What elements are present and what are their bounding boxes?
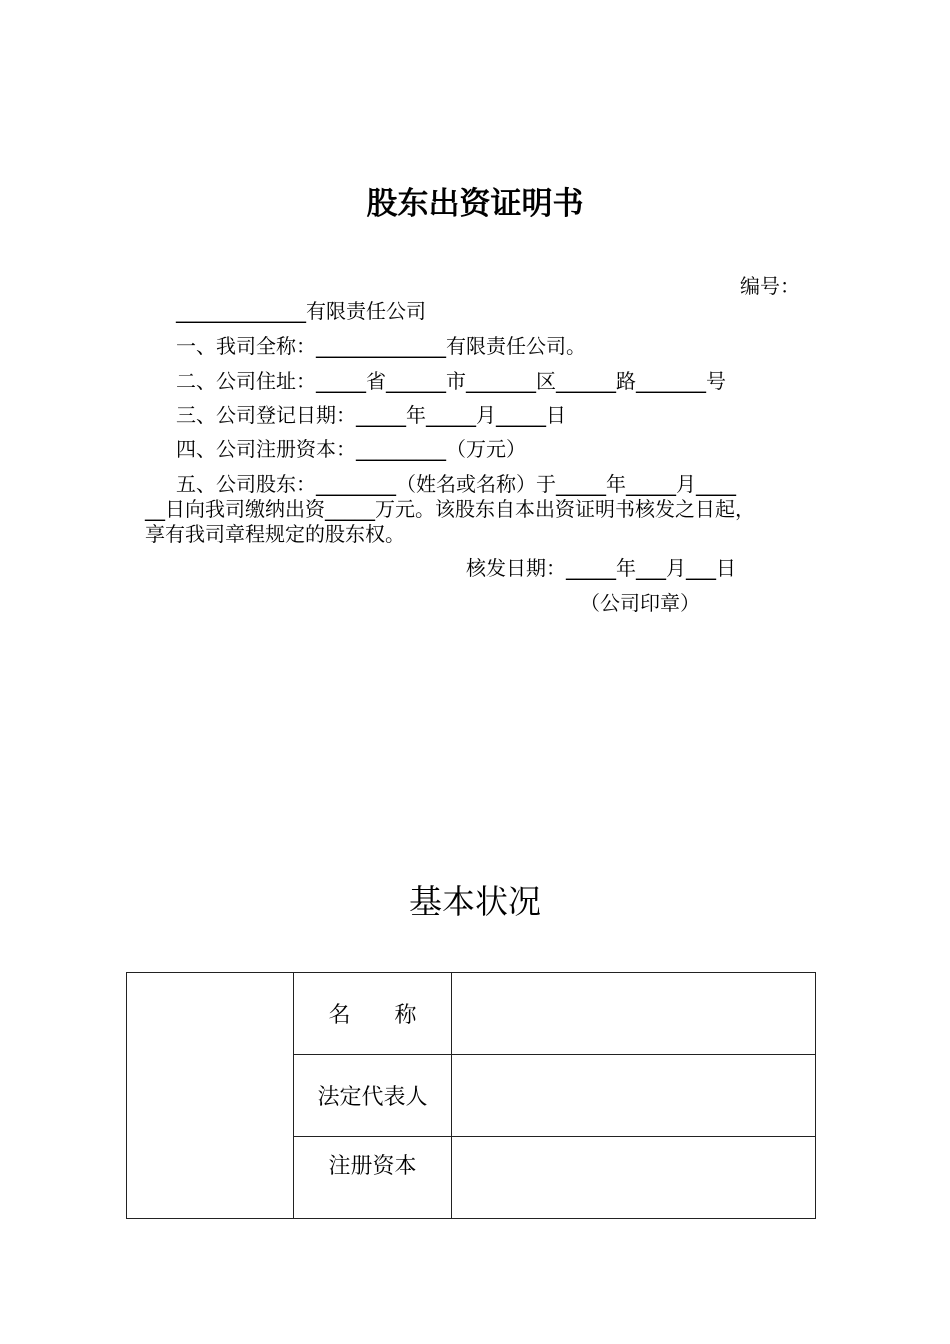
registered-capital-value [452,1137,816,1219]
basic-status-table [126,972,816,1219]
number-label: 编号： [740,274,800,298]
legal-rep-value [452,1055,816,1137]
company-name-line: _____________有限责任公司 [176,299,426,323]
name-label: 名 称 [294,973,452,1055]
left-blank-cell [127,973,294,1219]
item-registered-capital: 四、公司注册资本：_________（万元） [176,437,526,461]
name-value [452,973,816,1055]
item-shareholder-cont: __日向我司缴纳出资_____万元。该股东自本出资证明书核发之日起， [145,497,755,521]
table-row [127,973,816,1055]
company-seal-label: （公司印章） [580,591,700,615]
item-shareholder: 五、公司股东：________（姓名或名称）于_____年_____月____ [176,472,736,496]
issue-date: 核发日期：_____年___月___日 [466,556,736,580]
document-title: 股东出资证明书 [366,186,584,222]
legal-rep-label: 法定代表人 [294,1055,452,1137]
registered-capital-label: 注册资本 [294,1137,452,1219]
basic-status-title: 基本状况 [409,882,541,921]
item-full-name: 一、我司全称：_____________有限责任公司。 [176,334,586,358]
item-shareholder-rights: 享有我司章程规定的股东权。 [145,522,405,546]
item-address: 二、公司住址：_____省______市_______区______路_______号 [176,369,726,393]
item-registration-date: 三、公司登记日期：_____年_____月_____日 [176,403,566,427]
